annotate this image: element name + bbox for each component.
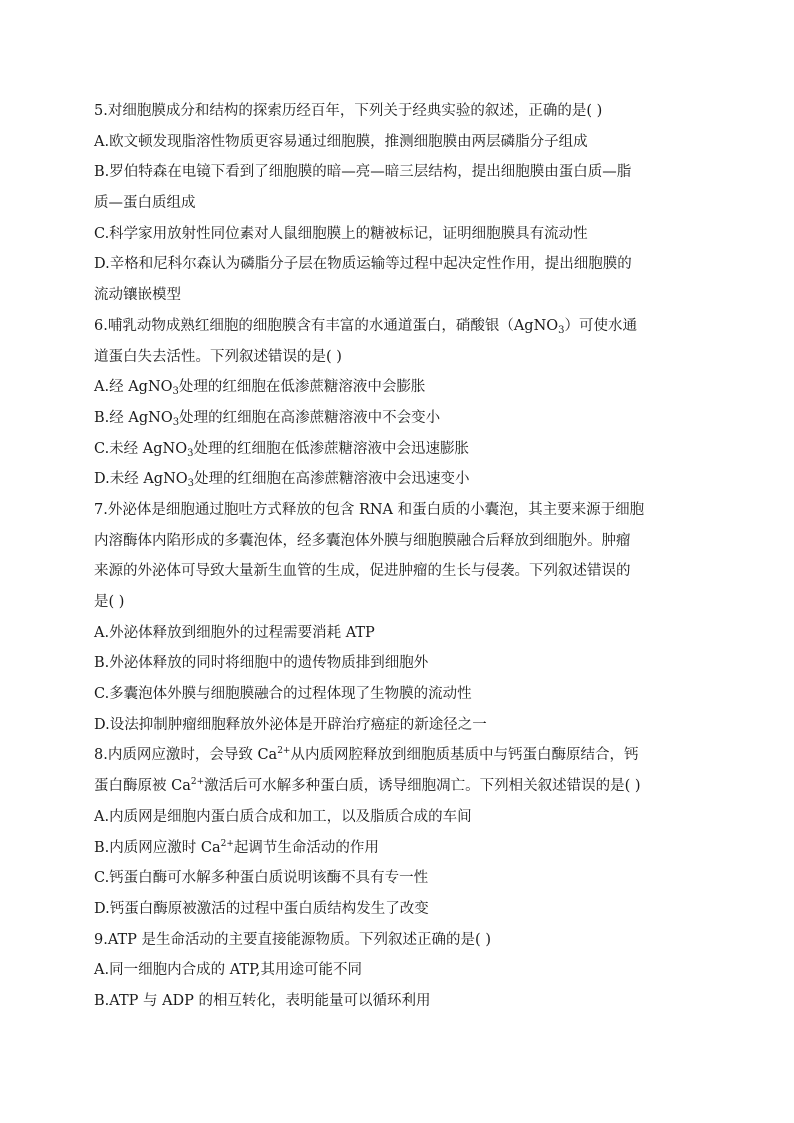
option-text: B.内质网应激时 Ca — [94, 839, 221, 856]
question-8-stem — [94, 740, 704, 771]
option-text: 流动镶嵌模型 — [94, 287, 181, 304]
question-7-option-c — [94, 679, 704, 710]
stem-text: 道蛋白失去活性。下列叙述错误的是( ) — [94, 348, 342, 365]
question-8 — [94, 740, 704, 924]
question-6-option-b — [94, 403, 704, 434]
question-7-option-d — [94, 710, 704, 741]
superscript: 2+ — [220, 838, 234, 849]
question-5-option-a — [94, 127, 704, 158]
question-8-option-a — [94, 802, 704, 833]
question-6-option-c — [94, 434, 704, 465]
option-text: D.设法抑制肿瘤细胞释放外泌体是开辟治疗癌症的新途径之一 — [94, 716, 487, 733]
question-5 — [94, 96, 704, 311]
option-text: A.外泌体释放到细胞外的过程需要消耗 ATP — [94, 624, 375, 641]
subscript: 3 — [172, 416, 180, 428]
stem-text: 是( ) — [94, 594, 125, 610]
question-5-option-d-cont — [94, 280, 704, 311]
option-text: 处理的红细胞在低渗蔗糖溶液中会膨胀 — [178, 379, 426, 396]
stem-text: 蛋白酶原被 Ca — [94, 778, 191, 795]
question-7-stem — [94, 495, 704, 526]
subscript: 3 — [187, 447, 194, 459]
question-8-option-d — [94, 894, 704, 925]
option-text: A.经 AgNO — [94, 379, 173, 396]
stem-text: 7.外泌体是细胞通过胞吐方式释放的包含 RNA 和蛋白质的小囊泡，其主要来源于细胞 — [94, 501, 645, 518]
question-7-stem-cont — [94, 556, 704, 587]
option-text: D.未经 AgNO — [94, 471, 188, 488]
stem-text: 6.哺乳动物成熟红细胞的细胞膜含有丰富的水通道蛋白，硝酸银（AgNO — [94, 317, 559, 334]
option-text: 处理的红细胞在高渗蔗糖溶液中会迅速变小 — [194, 471, 470, 488]
stem-text: 从内质网腔释放到细胞质基质中与钙蛋白酶原结合，钙 — [290, 747, 639, 764]
stem-text: ）可使水通 — [564, 317, 638, 334]
question-5-option-d — [94, 249, 704, 280]
option-text: 处理的红细胞在低渗蔗糖溶液中会迅速膨胀 — [193, 440, 469, 457]
option-text: B.罗伯特森在电镜下看到了细胞膜的暗—亮—暗三层结构，提出细胞膜由蛋白质—脂 — [94, 164, 632, 181]
question-7-option-a — [94, 618, 704, 649]
question-6-option-a — [94, 372, 704, 403]
question-8-option-b — [94, 833, 704, 864]
question-5-option-c — [94, 219, 704, 250]
option-text: B.ATP 与 ADP 的相互转化，表明能量可以循环利用 — [94, 992, 431, 1009]
stem-text: 来源的外泌体可导致大量新生血管的生成，促进肿瘤的生长与侵袭。下列叙述错误的 — [94, 563, 631, 580]
question-6-stem-cont — [94, 342, 704, 373]
option-text: A.内质网是细胞内蛋白质合成和加工，以及脂质合成的车间 — [94, 808, 472, 825]
question-9-option-a — [94, 955, 704, 986]
question-6-stem — [94, 311, 704, 342]
option-text: B.外泌体释放的同时将细胞中的遗传物质排到细胞外 — [94, 655, 429, 672]
question-7 — [94, 495, 704, 741]
subscript: 3 — [172, 386, 179, 398]
question-5-stem-text: 5.对细胞膜成分和结构的探索历经百年，下列关于经典实验的叙述，正确的是( ) — [94, 103, 603, 119]
superscript: 2+ — [277, 746, 291, 757]
option-text: A.同一细胞内合成的 ATP,其用途可能不同 — [94, 962, 362, 979]
question-6-option-d — [94, 464, 704, 495]
superscript: 2+ — [190, 777, 205, 788]
question-7-stem-cont — [94, 587, 704, 618]
question-8-stem-cont — [94, 771, 704, 802]
question-5-stem — [94, 96, 704, 127]
question-8-option-c — [94, 863, 704, 894]
option-text: C.未经 AgNO — [94, 440, 188, 457]
option-text: D.辛格和尼科尔森认为磷脂分子层在物质运输等过程中起决定性作用，提出细胞膜的 — [94, 256, 632, 273]
question-9-option-b — [94, 986, 704, 1017]
option-text: C.钙蛋白酶可水解多种蛋白质说明该酶不具有专一性 — [94, 870, 429, 887]
option-text: D.钙蛋白酶原被激活的过程中蛋白质结构发生了改变 — [94, 900, 429, 917]
subscript: 3 — [558, 324, 565, 336]
option-text: C.科学家用放射性同位素对人鼠细胞膜上的糖被标记，证明细胞膜具有流动性 — [94, 225, 588, 242]
stem-text: 内溶酶体内陷形成的多囊泡体，经多囊泡体外膜与细胞膜融合后释放到细胞外。肿瘤 — [94, 532, 631, 549]
question-7-option-b — [94, 648, 704, 679]
question-list — [94, 96, 704, 1017]
stem-text: 9.ATP 是生命活动的主要直接能源物质。下列叙述正确的是( ) — [94, 931, 491, 948]
option-text: 质—蛋白质组成 — [94, 195, 196, 212]
question-9 — [94, 925, 704, 1017]
option-text: 处理的红细胞在高渗蔗糖溶液中不会变小 — [179, 409, 441, 426]
question-9-stem — [94, 925, 704, 956]
option-text: C.多囊泡体外膜与细胞膜融合的过程体现了生物膜的流动性 — [94, 686, 472, 703]
stem-text: 激活后可水解多种蛋白质，诱导细胞凋亡。下列相关叙述错误的是( ) — [204, 778, 641, 795]
question-7-stem-cont — [94, 526, 704, 557]
question-6 — [94, 311, 704, 495]
option-text: 起调节生命活动的作用 — [233, 839, 379, 856]
question-5-option-b — [94, 157, 704, 188]
option-text: B.经 AgNO — [94, 409, 173, 426]
option-text: A.欧文顿发现脂溶性物质更容易通过细胞膜，推测细胞膜由两层磷脂分子组成 — [94, 133, 588, 150]
subscript: 3 — [187, 478, 195, 490]
question-5-option-b-cont — [94, 188, 704, 219]
stem-text: 8.内质网应激时，会导致 Ca — [94, 747, 278, 764]
